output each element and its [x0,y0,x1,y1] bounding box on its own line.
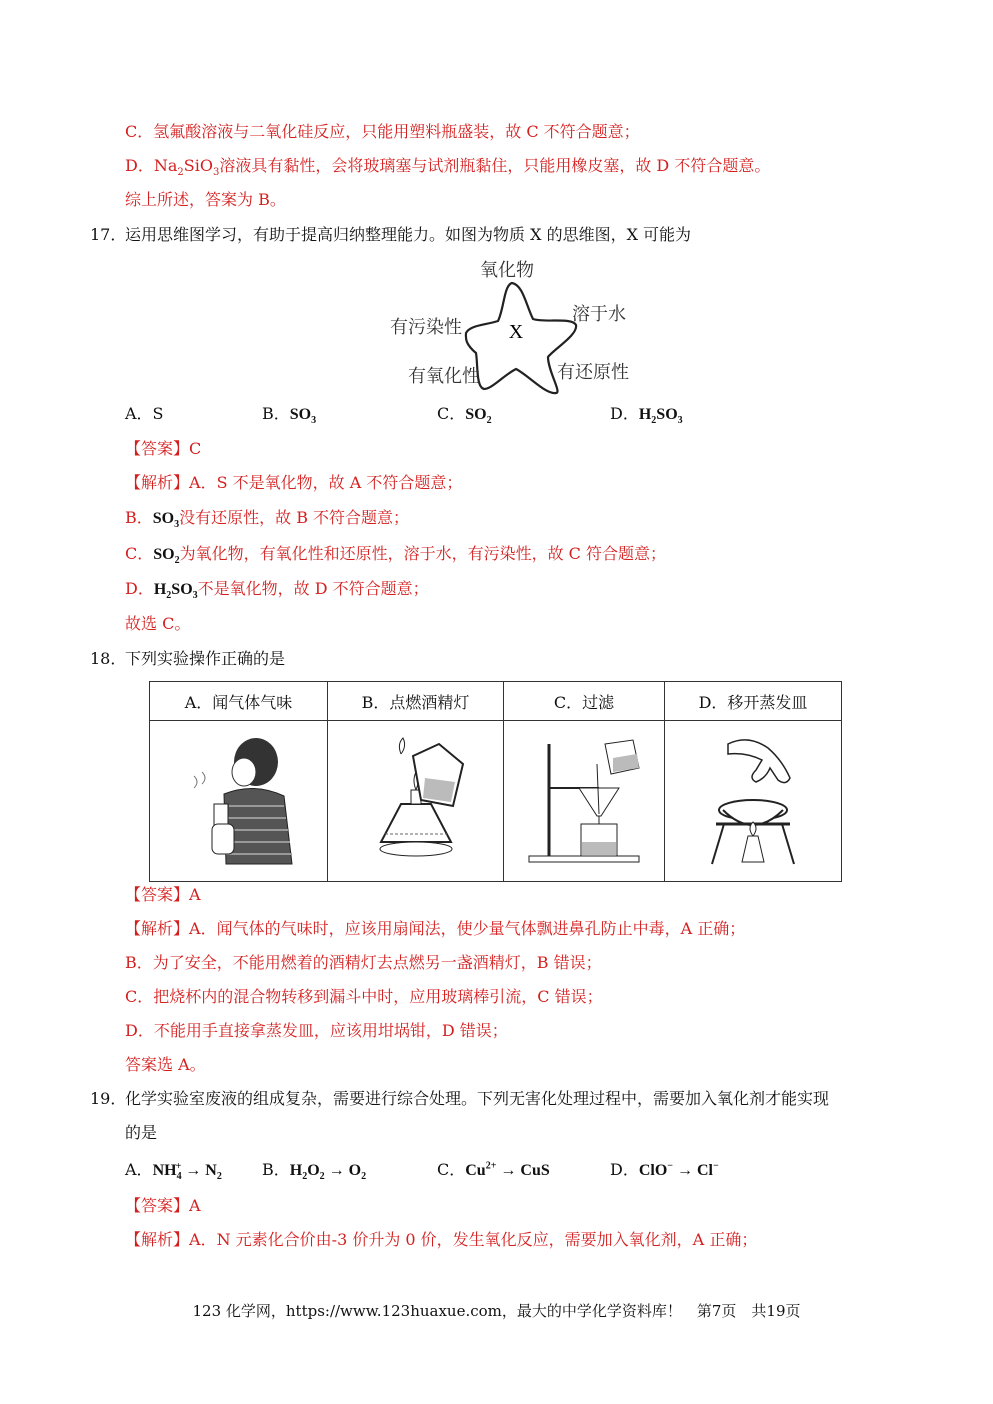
question-18-stem: 下列实验操作正确的是 [125,649,286,668]
table-header-c: C．过滤 [504,682,665,721]
q19-option-b: B．$H_2O_2 \to O_2$ [262,1160,367,1183]
diagram-label-bottom-right: 有还原性 [557,362,629,383]
diagram-label-bottom-left: 有氧化性 [408,366,480,387]
table-header-d: D．移开蒸发皿 [665,682,842,721]
q19-analysis-a: 【解析】A．N 元素化合价由-3 价升为 0 价，发生氧化反应，需要加入氧化剂，A 正确； [125,1230,758,1249]
diagram-label-right: 溶于水 [572,304,626,325]
prev-analysis-c: C．氢氟酸溶液与二氧化硅反应，只能用塑料瓶盛装，故 C 不符合题意； [125,122,640,141]
question-18-number: 18． [90,649,127,668]
q17-analysis-c: C．$SO_2$为氧化物，有氧化性和还原性，溶于水，有污染性，故 C 符合题意； [125,544,667,567]
table-header-a: A．闻气体气味 [150,682,328,721]
q17-option-a: A．S [125,404,164,423]
q18-answer: 【答案】A [125,885,201,904]
prev-summary: 综上所述，答案为 B。 [125,190,286,209]
q18-analysis-d: D．不能用手直接拿蒸发皿，应该用坩埚钳，D 错误； [125,1021,508,1040]
page-footer: 123 化学网，https://www.123huaxue.com，最大的中学化学资料库！ 第7页 共19页 [192,1302,801,1320]
image-smell-gas [150,721,328,882]
experiment-table [149,681,842,882]
q17-option-b: B．$SO_3$ [262,404,317,427]
q19-option-c: C．$Cu^{2+}$ → CuS [437,1160,550,1179]
diagram-label-top: 氧化物 [480,260,534,281]
q18-analysis-a: 【解析】A．闻气体的气味时，应该用扇闻法，使少量气体飘进鼻孔防止中毒，A 正确； [125,919,746,938]
q18-conclusion: 答案选 A。 [125,1055,206,1074]
image-move-evaporating-dish [665,721,842,882]
question-19-stem-line1: 化学实验室废液的组成复杂，需要进行综合处理。下列无害化处理过程中，需要加入氧化剂才能实现 [125,1089,830,1108]
q17-answer: 【答案】C [125,439,202,458]
q19-option-d: D．ClO− → Cl− [610,1160,719,1179]
question-19-number: 19． [90,1089,127,1108]
q17-analysis-d: D．$H_2SO_3$不是氧化物，故 D 不符合题意； [125,579,429,602]
prev-analysis-d: D．$Na_2SiO_3$溶液具有黏性，会将玻璃塞与试剂瓶黏住，只能用橡皮塞，故 D 不符合题意。 [125,156,771,179]
q17-conclusion: 故选 C。 [125,614,191,633]
question-19-stem-line2: 的是 [125,1123,158,1142]
image-filtration [504,721,665,882]
table-header-b: B．点燃酒精灯 [328,682,504,721]
question-17-number: 17． [90,225,127,244]
q19-answer: 【答案】A [125,1196,201,1215]
diagram-center-label: X [508,321,524,343]
question-17-stem: 运用思维图学习，有助于提高归纳整理能力。如图为物质 X 的思维图，X 可能为 [125,225,692,244]
q17-option-d: D．$H_2SO_3$ [610,404,683,427]
image-light-alcohol-lamp [328,721,504,882]
q17-analysis-b: B．$SO_3$没有还原性，故 B 不符合题意； [125,508,410,531]
q17-analysis-a: 【解析】A．S 不是氧化物，故 A 不符合题意； [125,473,463,492]
q18-analysis-c: C．把烧杯内的混合物转移到漏斗中时，应用玻璃棒引流，C 错误； [125,987,603,1006]
q18-analysis-b: B．为了安全，不能用燃着的酒精灯去点燃另一盏酒精灯，B 错误； [125,953,602,972]
star-mind-map [380,255,650,395]
q19-option-a: A．$NH_4^+ \to N_2$ [125,1160,222,1183]
diagram-label-left: 有污染性 [390,317,462,338]
q17-option-c: C．$SO_2$ [437,404,492,427]
